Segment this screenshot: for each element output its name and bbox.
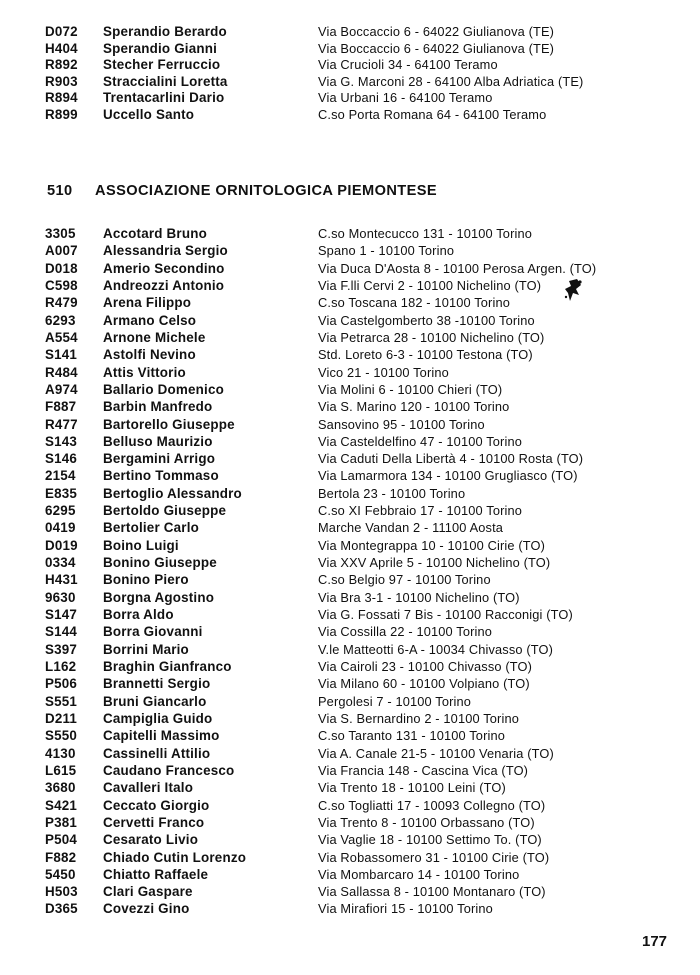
- member-address: Via Trento 8 - 10100 Orbassano (TO): [318, 814, 535, 830]
- member-name: Borra Giovanni: [103, 624, 203, 640]
- member-name: Bonino Piero: [103, 572, 189, 588]
- member-address: Via S. Marino 120 - 10100 Torino: [318, 399, 510, 415]
- member-name: Straccialini Loretta: [103, 73, 228, 89]
- member-name: Boino Luigi: [103, 537, 179, 553]
- member-address: Via Cossilla 22 - 10100 Torino: [318, 624, 493, 640]
- member-address: Via Molini 6 - 10100 Chieri (TO): [318, 381, 503, 397]
- member-name: Belluso Maurizio: [103, 433, 213, 449]
- member-address: Via XXV Aprile 5 - 10100 Nichelino (TO): [318, 555, 551, 571]
- member-address: Via Lamarmora 134 - 10100 Grugliasco (TO): [318, 468, 578, 484]
- member-name: Barbin Manfredo: [103, 399, 213, 415]
- member-name: Accotard Bruno: [103, 226, 207, 241]
- member-address: Via G. Fossati 7 Bis - 10100 Racconigi (TO): [318, 607, 573, 623]
- member-address: Via Boccaccio 6 - 64022 Giulianova (TE): [318, 40, 555, 56]
- member-name: Sperandio Berardo: [103, 24, 227, 39]
- member-code: S143: [45, 433, 78, 449]
- member-name: Clari Gaspare: [103, 884, 193, 900]
- member-code: E835: [45, 485, 78, 501]
- member-code: D072: [45, 24, 78, 39]
- member-code: A974: [45, 381, 78, 397]
- member-name: Bartorello Giuseppe: [103, 416, 235, 432]
- member-address: Via Caduti Della Libertà 4 - 10100 Rosta (TO): [318, 451, 584, 467]
- member-code: F882: [45, 849, 77, 865]
- member-name: Stecher Ferruccio: [103, 57, 221, 73]
- member-name: Alessandria Sergio: [103, 243, 228, 259]
- member-name: Attis Vittorio: [103, 364, 186, 380]
- member-name: Brannetti Sergio: [103, 676, 211, 692]
- member-code: D211: [45, 710, 78, 726]
- member-code: 0419: [45, 520, 76, 536]
- member-address: C.so Montecucco 131 - 10100 Torino: [318, 226, 533, 241]
- member-address: Via Mombarcaro 14 - 10100 Torino: [318, 866, 520, 882]
- member-name: Covezzi Gino: [103, 901, 190, 917]
- member-address: Bertola 23 - 10100 Torino: [318, 485, 466, 501]
- member-address: Via Robassomero 31 - 10100 Cirie (TO): [318, 849, 550, 865]
- member-address: Via Petrarca 28 - 10100 Nichelino (TO): [318, 329, 545, 345]
- member-address: Via Montegrappa 10 - 10100 Cirie (TO): [318, 537, 546, 553]
- member-name: Trentacarlini Dario: [103, 90, 225, 106]
- member-address: C.so XI Febbraio 17 - 10100 Torino: [318, 503, 523, 519]
- member-code: F887: [45, 399, 77, 415]
- member-code: 2154: [45, 468, 76, 484]
- member-address: C.so Porta Romana 64 - 64100 Teramo: [318, 107, 547, 122]
- member-address: Via F.lli Cervi 2 - 10100 Nichelino (TO): [318, 277, 542, 293]
- member-address: C.so Togliatti 17 - 10093 Collegno (TO): [318, 797, 546, 813]
- member-address: Vico 21 - 10100 Torino: [318, 364, 449, 380]
- member-address: Pergolesi 7 - 10100 Torino: [318, 693, 472, 709]
- member-code: R477: [45, 416, 78, 432]
- member-name: Borra Aldo: [103, 607, 174, 623]
- member-address: Via A. Canale 21-5 - 10100 Venaria (TO): [318, 745, 554, 761]
- member-name: Campiglia Guido: [103, 710, 213, 726]
- member-address: Via G. Marconi 28 - 64100 Alba Adriatica (TE): [318, 73, 584, 89]
- member-code: R892: [45, 57, 78, 73]
- member-name: Andreozzi Antonio: [103, 277, 225, 293]
- member-code: R894: [45, 90, 78, 106]
- member-code: D018: [45, 260, 78, 276]
- section-heading: [47, 183, 437, 199]
- member-address: Marche Vandan 2 - 11100 Aosta: [318, 520, 504, 536]
- member-name: Arena Filippo: [103, 295, 192, 311]
- member-name: Bergamini Arrigo: [103, 451, 216, 467]
- member-code: 6293: [45, 312, 76, 328]
- member-name: Borrini Mario: [103, 641, 189, 657]
- member-address: Via Mirafiori 15 - 10100 Torino: [318, 901, 493, 917]
- member-name: Arnone Michele: [103, 329, 206, 345]
- member-code: 5450: [45, 866, 76, 882]
- member-address: V.le Matteotti 6-A - 10034 Chivasso (TO): [318, 641, 554, 657]
- member-name: Amerio Secondino: [103, 260, 225, 276]
- member-name: Ballario Domenico: [103, 381, 224, 397]
- member-name: Capitelli Massimo: [103, 728, 220, 744]
- member-name: Braghin Gianfranco: [103, 659, 232, 674]
- member-address: Via Bra 3-1 - 10100 Nichelino (TO): [318, 589, 520, 605]
- member-name: Bertoglio Alessandro: [103, 485, 242, 501]
- member-code: S397: [45, 641, 78, 657]
- member-code: P506: [45, 676, 78, 692]
- member-address: Via Cairoli 23 - 10100 Chivasso (TO): [318, 659, 533, 674]
- member-name: Bertino Tommaso: [103, 468, 219, 484]
- member-name: Bruni Giancarlo: [103, 693, 207, 709]
- member-code: 6295: [45, 503, 76, 519]
- member-code: L615: [45, 762, 77, 778]
- member-address: Sansovino 95 - 10100 Torino: [318, 416, 485, 432]
- member-code: 3680: [45, 780, 76, 796]
- member-code: R899: [45, 107, 78, 122]
- member-address: C.so Belgio 97 - 10100 Torino: [318, 572, 491, 588]
- member-address: Via Trento 18 - 10100 Leini (TO): [318, 780, 506, 796]
- member-code: 9630: [45, 589, 76, 605]
- member-code: 4130: [45, 745, 76, 761]
- member-name: Caudano Francesco: [103, 762, 235, 778]
- member-address: Via Boccaccio 6 - 64022 Giulianova (TE): [318, 24, 555, 39]
- section-number: 510: [47, 183, 73, 199]
- member-name: Cervetti Franco: [103, 814, 205, 830]
- member-name: Cesarato Livio: [103, 832, 199, 848]
- member-address: Via Castelgomberto 38 -10100 Torino: [318, 312, 535, 328]
- member-code: H431: [45, 572, 78, 588]
- member-name: Uccello Santo: [103, 107, 195, 122]
- member-name: Cavalleri Italo: [103, 780, 194, 796]
- member-address: Spano 1 - 10100 Torino: [318, 243, 455, 259]
- member-code: 0334: [45, 555, 76, 571]
- member-name: Borgna Agostino: [103, 589, 215, 605]
- member-address: Via Urbani 16 - 64100 Teramo: [318, 90, 493, 106]
- member-name: Bonino Giuseppe: [103, 555, 217, 571]
- member-name: Bertolier Carlo: [103, 520, 200, 536]
- member-code: H404: [45, 40, 78, 56]
- member-code: P381: [45, 814, 78, 830]
- member-code: S141: [45, 347, 78, 363]
- member-code: R479: [45, 295, 78, 311]
- ink-smudge-icon: [563, 277, 585, 305]
- member-code: C598: [45, 277, 78, 293]
- member-name: Bertoldo Giuseppe: [103, 503, 227, 519]
- member-code: R903: [45, 73, 78, 89]
- member-code: D365: [45, 901, 78, 917]
- member-code: S551: [45, 693, 78, 709]
- member-code: L162: [45, 659, 77, 674]
- member-address: Via Vaglie 18 - 10100 Settimo To. (TO): [318, 832, 542, 848]
- member-code: S144: [45, 624, 78, 640]
- member-code: S146: [45, 451, 78, 467]
- member-name: Chiatto Raffaele: [103, 866, 209, 882]
- member-code: S147: [45, 607, 78, 623]
- member-address: Via Casteldelfino 47 - 10100 Torino: [318, 433, 522, 449]
- member-address: C.so Toscana 182 - 10100 Torino: [318, 295, 510, 311]
- member-name: Chiado Cutin Lorenzo: [103, 849, 247, 865]
- member-address: Via Crucioli 34 - 64100 Teramo: [318, 57, 498, 73]
- member-code: H503: [45, 884, 78, 900]
- member-name: Astolfi Nevino: [103, 347, 196, 363]
- member-code: S550: [45, 728, 78, 744]
- member-code: D019: [45, 537, 78, 553]
- member-code: P504: [45, 832, 78, 848]
- member-address: Via Francia 148 - Cascina Vica (TO): [318, 762, 529, 778]
- member-address: Std. Loreto 6-3 - 10100 Testona (TO): [318, 347, 533, 363]
- member-name: Armano Celso: [103, 312, 197, 328]
- member-address: Via Duca D'Aosta 8 - 10100 Perosa Argen. (TO): [318, 260, 597, 276]
- member-address: Via S. Bernardino 2 - 10100 Torino: [318, 710, 519, 726]
- member-code: R484: [45, 364, 78, 380]
- member-code: 3305: [45, 226, 76, 241]
- member-address: C.so Taranto 131 - 10100 Torino: [318, 728, 506, 744]
- member-address: Via Milano 60 - 10100 Volpiano (TO): [318, 676, 530, 692]
- member-code: A554: [45, 329, 78, 345]
- member-address: Via Sallassa 8 - 10100 Montanaro (TO): [318, 884, 546, 900]
- member-name: Sperandio Gianni: [103, 40, 218, 56]
- section-title: ASSOCIAZIONE ORNITOLOGICA PIEMONTESE: [95, 183, 437, 199]
- member-code: S421: [45, 797, 78, 813]
- page-number: 177: [642, 933, 668, 950]
- member-name: Ceccato Giorgio: [103, 797, 210, 813]
- member-name: Cassinelli Attilio: [103, 745, 211, 761]
- member-code: A007: [45, 243, 78, 259]
